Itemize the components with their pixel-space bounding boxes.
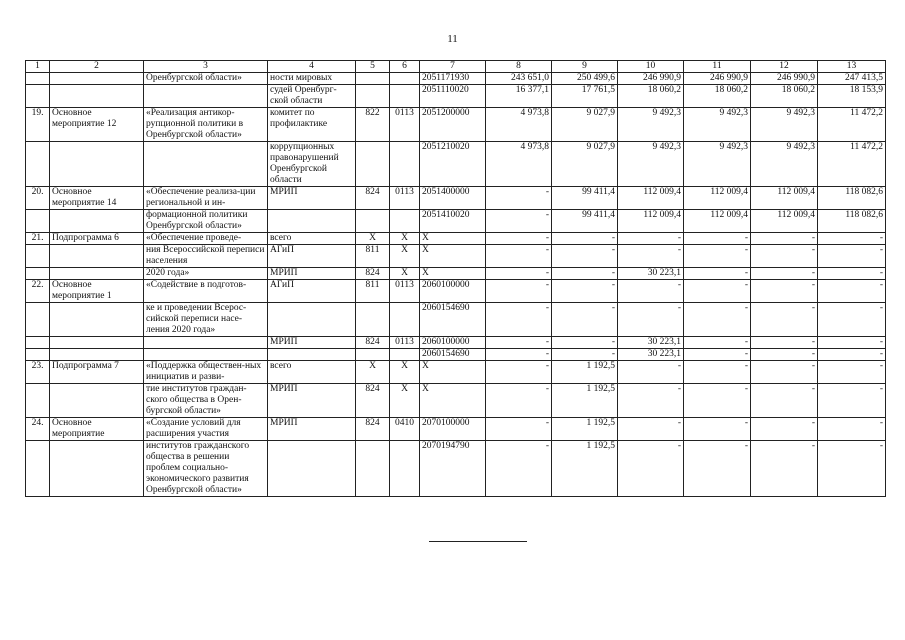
cell-col-6 [390, 85, 420, 108]
cell-col-4: всего [268, 233, 356, 245]
cell-col-5 [356, 142, 390, 187]
cell-col-8: - [486, 245, 552, 268]
cell-col-3 [144, 142, 268, 187]
cell-col-3: Оренбургской области» [144, 73, 268, 85]
cell-col-4: АГиП [268, 245, 356, 268]
cell-col-11: 112 009,4 [684, 210, 751, 233]
cell-col-9: 250 499,6 [552, 73, 618, 85]
cell-col-4 [268, 210, 356, 233]
cell-col-6: 0113 [390, 337, 420, 349]
cell-col-13: - [818, 303, 886, 337]
cell-col-1: 24. [26, 418, 50, 441]
cell-col-4: МРИП [268, 268, 356, 280]
cell-col-8: - [486, 303, 552, 337]
cell-col-7: 2060100000 [420, 337, 486, 349]
cell-col-6: 0410 [390, 418, 420, 441]
cell-col-3 [144, 85, 268, 108]
cell-col-7: Х [420, 245, 486, 268]
cell-col-4: АГиП [268, 280, 356, 303]
cell-col-11: - [684, 268, 751, 280]
header-cell: 9 [552, 61, 618, 73]
cell-col-11: - [684, 441, 751, 497]
cell-col-8: - [486, 187, 552, 210]
header-cell: 5 [356, 61, 390, 73]
cell-col-11: 9 492,3 [684, 108, 751, 142]
cell-col-4: всего [268, 361, 356, 384]
cell-col-1 [26, 384, 50, 418]
table-row [26, 73, 886, 85]
cell-col-8: - [486, 233, 552, 245]
cell-col-7: 2070100000 [420, 418, 486, 441]
table-row [26, 418, 886, 441]
cell-col-2 [50, 245, 144, 268]
cell-col-2: Основное мероприятие 14 [50, 187, 144, 210]
budget-table [25, 60, 886, 497]
cell-col-6: Х [390, 233, 420, 245]
cell-col-13: - [818, 441, 886, 497]
cell-col-4: ности мировых [268, 73, 356, 85]
cell-col-2 [50, 85, 144, 108]
header-cell: 4 [268, 61, 356, 73]
cell-col-13: - [818, 245, 886, 268]
cell-col-12: - [751, 280, 818, 303]
cell-col-6 [390, 142, 420, 187]
cell-col-9: 1 192,5 [552, 418, 618, 441]
header-cell: 13 [818, 61, 886, 73]
cell-col-12: 9 492,3 [751, 108, 818, 142]
cell-col-10: 9 492,3 [618, 142, 684, 187]
cell-col-4: МРИП [268, 418, 356, 441]
cell-col-11: 18 060,2 [684, 85, 751, 108]
cell-col-10: - [618, 233, 684, 245]
cell-col-5 [356, 210, 390, 233]
cell-col-3: «Реализация антикор-рупционной политики в Оренбургской области» [144, 108, 268, 142]
cell-col-9: 1 192,5 [552, 384, 618, 418]
cell-col-3: ке и проведении Всерос-сийской переписи насе-ления 2020 года» [144, 303, 268, 337]
cell-col-4: судей Оренбург-ской области [268, 85, 356, 108]
table-row [26, 349, 886, 361]
cell-col-12: - [751, 303, 818, 337]
cell-col-12: - [751, 361, 818, 384]
cell-col-7: 2051410020 [420, 210, 486, 233]
cell-col-5 [356, 85, 390, 108]
table-row [26, 245, 886, 268]
cell-col-11: - [684, 303, 751, 337]
cell-col-5: 822 [356, 108, 390, 142]
table-row [26, 441, 886, 497]
cell-col-5: 824 [356, 268, 390, 280]
cell-col-8: - [486, 280, 552, 303]
cell-col-7: 2051210020 [420, 142, 486, 187]
cell-col-7: 2060100000 [420, 280, 486, 303]
cell-col-12: 112 009,4 [751, 210, 818, 233]
cell-col-6 [390, 73, 420, 85]
cell-col-4: комитет по профилактике [268, 108, 356, 142]
cell-col-8: - [486, 337, 552, 349]
cell-col-7: Х [420, 361, 486, 384]
cell-col-3: «Создание условий для расширения участия [144, 418, 268, 441]
cell-col-7: 2060154690 [420, 349, 486, 361]
cell-col-8: - [486, 210, 552, 233]
cell-col-5: Х [356, 361, 390, 384]
cell-col-2 [50, 268, 144, 280]
cell-col-2 [50, 349, 144, 361]
cell-col-6: Х [390, 245, 420, 268]
cell-col-7: 2051110020 [420, 85, 486, 108]
cell-col-2: Основное мероприятие 1 [50, 280, 144, 303]
cell-col-13: - [818, 418, 886, 441]
cell-col-6: 0113 [390, 108, 420, 142]
cell-col-9: 9 027,9 [552, 142, 618, 187]
cell-col-9: - [552, 349, 618, 361]
cell-col-6: Х [390, 268, 420, 280]
cell-col-13: 11 472,2 [818, 108, 886, 142]
cell-col-9: 1 192,5 [552, 441, 618, 497]
cell-col-8: - [486, 349, 552, 361]
table-row [26, 210, 886, 233]
header-cell: 7 [420, 61, 486, 73]
cell-col-5: 824 [356, 418, 390, 441]
cell-col-5 [356, 303, 390, 337]
cell-col-9: - [552, 303, 618, 337]
cell-col-4: МРИП [268, 337, 356, 349]
cell-col-7: Х [420, 384, 486, 418]
cell-col-1: 23. [26, 361, 50, 384]
cell-col-2 [50, 142, 144, 187]
cell-col-4 [268, 349, 356, 361]
cell-col-4 [268, 303, 356, 337]
cell-col-13: 18 153,9 [818, 85, 886, 108]
cell-col-11: - [684, 361, 751, 384]
cell-col-10: - [618, 361, 684, 384]
cell-col-9: 99 411,4 [552, 187, 618, 210]
cell-col-2 [50, 210, 144, 233]
cell-col-5 [356, 73, 390, 85]
table-row [26, 187, 886, 210]
cell-col-8: - [486, 384, 552, 418]
cell-col-1 [26, 268, 50, 280]
cell-col-2 [50, 441, 144, 497]
cell-col-11: 246 990,9 [684, 73, 751, 85]
cell-col-12: - [751, 233, 818, 245]
cell-col-13: 11 472,2 [818, 142, 886, 187]
cell-col-3: «Обеспечение проведе- [144, 233, 268, 245]
cell-col-10: - [618, 418, 684, 441]
table-row [26, 337, 886, 349]
cell-col-13: - [818, 349, 886, 361]
cell-col-5: Х [356, 233, 390, 245]
cell-col-1 [26, 245, 50, 268]
cell-col-7: 2051171930 [420, 73, 486, 85]
cell-col-10: - [618, 245, 684, 268]
cell-col-9: 9 027,9 [552, 108, 618, 142]
cell-col-9: - [552, 268, 618, 280]
cell-col-3: «Обеспечение реализа-ции региональной и ин- [144, 187, 268, 210]
cell-col-2 [50, 384, 144, 418]
cell-col-6 [390, 441, 420, 497]
cell-col-10: 112 009,4 [618, 210, 684, 233]
cell-col-9: 99 411,4 [552, 210, 618, 233]
cell-col-5: 824 [356, 187, 390, 210]
cell-col-12: 9 492,3 [751, 142, 818, 187]
cell-col-2 [50, 73, 144, 85]
cell-col-5: 824 [356, 337, 390, 349]
cell-col-1: 20. [26, 187, 50, 210]
cell-col-11: - [684, 280, 751, 303]
cell-col-12: 246 990,9 [751, 73, 818, 85]
cell-col-9: 1 192,5 [552, 361, 618, 384]
cell-col-8: - [486, 268, 552, 280]
cell-col-2 [50, 303, 144, 337]
cell-col-3: «Поддержка обществен-ных инициатив и разви- [144, 361, 268, 384]
cell-col-9: - [552, 233, 618, 245]
table-body [26, 61, 886, 497]
header-cell: 12 [751, 61, 818, 73]
cell-col-2 [50, 337, 144, 349]
cell-col-9: - [552, 280, 618, 303]
cell-col-12: 18 060,2 [751, 85, 818, 108]
cell-col-12: - [751, 268, 818, 280]
cell-col-6: 0113 [390, 187, 420, 210]
cell-col-13: - [818, 233, 886, 245]
cell-col-10: 112 009,4 [618, 187, 684, 210]
cell-col-7: 2051200000 [420, 108, 486, 142]
page-number: 11 [447, 33, 458, 45]
cell-col-7: 2051400000 [420, 187, 486, 210]
cell-col-8: 243 651,0 [486, 73, 552, 85]
cell-col-13: - [818, 280, 886, 303]
cell-col-1 [26, 210, 50, 233]
cell-col-11: - [684, 337, 751, 349]
cell-col-9: - [552, 337, 618, 349]
table-row [26, 303, 886, 337]
cell-col-6: Х [390, 361, 420, 384]
cell-col-9: - [552, 245, 618, 268]
cell-col-11: - [684, 349, 751, 361]
cell-col-8: - [486, 361, 552, 384]
cell-col-10: 9 492,3 [618, 108, 684, 142]
cell-col-1 [26, 349, 50, 361]
cell-col-3 [144, 337, 268, 349]
cell-col-6 [390, 349, 420, 361]
cell-col-8: 4 973,8 [486, 142, 552, 187]
cell-col-3: ния Всероссийской переписи населения [144, 245, 268, 268]
cell-col-10: 30 223,1 [618, 268, 684, 280]
cell-col-11: - [684, 233, 751, 245]
cell-col-7: Х [420, 268, 486, 280]
header-cell: 1 [26, 61, 50, 73]
header-cell: 10 [618, 61, 684, 73]
cell-col-1 [26, 142, 50, 187]
header-cell: 8 [486, 61, 552, 73]
cell-col-13: - [818, 361, 886, 384]
cell-col-4: МРИП [268, 384, 356, 418]
cell-col-6: Х [390, 384, 420, 418]
cell-col-13: - [818, 384, 886, 418]
table-header-row [26, 61, 886, 73]
cell-col-1: 22. [26, 280, 50, 303]
cell-col-13: 247 413,5 [818, 73, 886, 85]
cell-col-3: формационной политики Оренбургской области» [144, 210, 268, 233]
cell-col-13: 118 082,6 [818, 187, 886, 210]
cell-col-1 [26, 303, 50, 337]
table-row [26, 85, 886, 108]
cell-col-8: 4 973,8 [486, 108, 552, 142]
header-cell: 11 [684, 61, 751, 73]
cell-col-6 [390, 303, 420, 337]
header-cell: 6 [390, 61, 420, 73]
cell-col-8: - [486, 441, 552, 497]
table-row [26, 268, 886, 280]
cell-col-13: - [818, 337, 886, 349]
cell-col-11: 112 009,4 [684, 187, 751, 210]
cell-col-8: 16 377,1 [486, 85, 552, 108]
table-row [26, 384, 886, 418]
cell-col-11: 9 492,3 [684, 142, 751, 187]
cell-col-7: Х [420, 233, 486, 245]
cell-col-3 [144, 349, 268, 361]
cell-col-1: 21. [26, 233, 50, 245]
cell-col-10: 18 060,2 [618, 85, 684, 108]
header-cell: 3 [144, 61, 268, 73]
cell-col-12: - [751, 418, 818, 441]
cell-col-1 [26, 337, 50, 349]
cell-col-10: - [618, 384, 684, 418]
cell-col-1 [26, 441, 50, 497]
cell-col-12: - [751, 245, 818, 268]
table-row [26, 280, 886, 303]
cell-col-8: - [486, 418, 552, 441]
cell-col-1 [26, 73, 50, 85]
footer-divider [429, 541, 527, 542]
cell-col-12: - [751, 384, 818, 418]
cell-col-5 [356, 349, 390, 361]
cell-col-4 [268, 441, 356, 497]
cell-col-10: 30 223,1 [618, 337, 684, 349]
cell-col-13: - [818, 268, 886, 280]
cell-col-10: 30 223,1 [618, 349, 684, 361]
cell-col-11: - [684, 245, 751, 268]
table-row [26, 233, 886, 245]
cell-col-7: 2070194790 [420, 441, 486, 497]
cell-col-9: 17 761,5 [552, 85, 618, 108]
cell-col-12: - [751, 337, 818, 349]
cell-col-6: 0113 [390, 280, 420, 303]
cell-col-11: - [684, 418, 751, 441]
cell-col-10: - [618, 303, 684, 337]
cell-col-10: - [618, 280, 684, 303]
cell-col-6 [390, 210, 420, 233]
cell-col-3: институтов гражданского общества в решении проблем социально-экономического развития Оренбургской области» [144, 441, 268, 497]
cell-col-7: 2060154690 [420, 303, 486, 337]
cell-col-4: коррупционных правонарушений Оренбургской области [268, 142, 356, 187]
cell-col-5 [356, 441, 390, 497]
table-row [26, 142, 886, 187]
cell-col-3: 2020 года» [144, 268, 268, 280]
header-cell: 2 [50, 61, 144, 73]
cell-col-2: Подпрограмма 6 [50, 233, 144, 245]
cell-col-2: Подпрограмма 7 [50, 361, 144, 384]
cell-col-10: - [618, 441, 684, 497]
cell-col-13: 118 082,6 [818, 210, 886, 233]
cell-col-10: 246 990,9 [618, 73, 684, 85]
cell-col-12: 112 009,4 [751, 187, 818, 210]
cell-col-3: тие институтов граждан-ского общества в Орен-бургской области» [144, 384, 268, 418]
cell-col-5: 811 [356, 245, 390, 268]
table-row [26, 361, 886, 384]
cell-col-2: Основное мероприятие 12 [50, 108, 144, 142]
cell-col-5: 824 [356, 384, 390, 418]
cell-col-2: Основное мероприятие [50, 418, 144, 441]
cell-col-11: - [684, 384, 751, 418]
cell-col-5: 811 [356, 280, 390, 303]
table-row [26, 108, 886, 142]
cell-col-4: МРИП [268, 187, 356, 210]
cell-col-12: - [751, 441, 818, 497]
cell-col-1 [26, 85, 50, 108]
cell-col-1: 19. [26, 108, 50, 142]
cell-col-12: - [751, 349, 818, 361]
cell-col-3: «Содействие в подготов- [144, 280, 268, 303]
